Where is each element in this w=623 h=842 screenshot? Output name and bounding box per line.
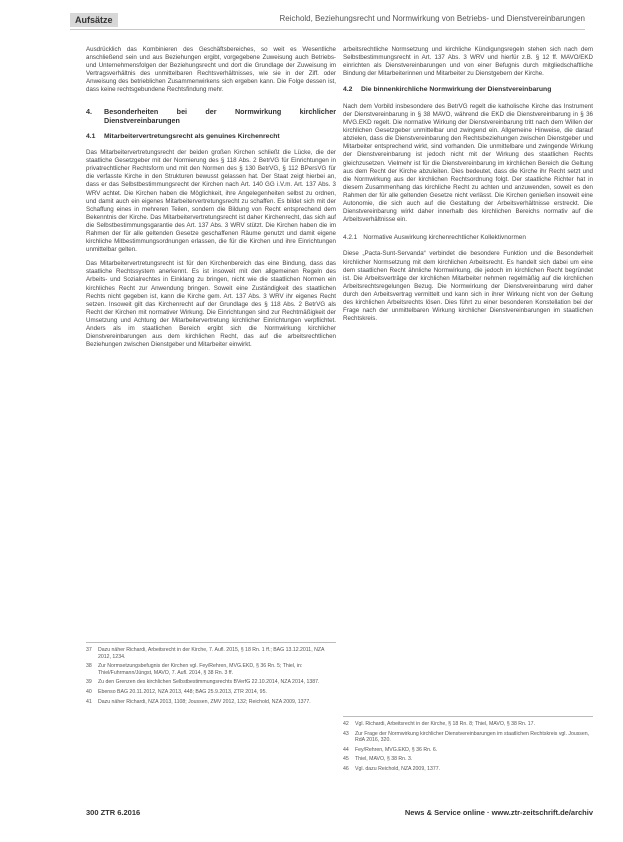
subsection-title: Die binnenkirchliche Normwirkung der Dienstvereinbarung [361,86,552,94]
paragraph: Das Mitarbeitervertretungsrecht der beiden großen Kirchen schließt die Lücke, die der staatliche Gesetzgeber mit der Normierung des § 118 Abs. 2 BetrVG für Einrichtungen in privatrechtlicher Rechtsform und mit den Normen des § 130 BetrVG, § 112 BPersVG für die verfasste Kirche in den Strukturen bewusst gelassen hat. Der Staat zeigt hierbei an, dass er das Selbstbestimmungsrecht der Kirchen nach Art. 140 GG i.V.m. Art. 137 Abs. 3 WRV achtet. Die Kirchen haben die Möglichkeit, ihre Angelegenheiten selbst zu ordnen, und damit auch ein eigenes Mitarbeitervertretungsrecht zu schaffen. Es bildet sich mit der Schaffung eines in mehreren Teilen, sondern die Bildung von Recht entsprechend dem Bekenntnis der Kirche. Das Mitarbeitervertretungsrecht ist daher Kirchenrecht, das sich auf die Selbstbestimmungsgarantie des Art. 137 Abs. 3 WRV stützt. Die Kirchen haben die im Rahmen der für alle geltenden Gesetze geschaffenen Räume genutzt und damit eigene kirchliche Mitbestimmungsordnungen erlassen, die für die Kirchen und ihre Einrichtungen unmittelbar gelten. [86,149,336,254]
paragraph: Ausdrücklich das Kombinieren des Geschäftsbereiches, so weit es Wesentliche anschließend sein und aus Beziehungen ergibt, vorgegebene Zuweisung auch Betriebs- und Unternehmensfolgen der Beziehungsrecht und dort die Grundlage der Zuweisung im Vertragsverhältnis des unmittelbaren Rechtsverhältnisses, wie sie in der Ziff. oder Anweisung des betrieblichen Zusammenwirkens sich ergeben kann. Die Folge dessen ist, dass keine rechtsgebundene Rechtsfindung mehr. [86,46,336,94]
subsection-number: 4.2 [343,86,353,94]
footnote [86,699,336,706]
subsection-heading [86,133,336,142]
right-column [343,46,593,329]
footnote [343,747,593,754]
footnote-number: 39 [86,679,92,686]
footnote-number: 42 [343,721,349,727]
page-footer [86,808,593,822]
paragraph: Diese „Pacta-Sunt-Servanda“ verbindet die besondere Funktion und die Besonderheit kirchlicher Normsetzung mit dem kirchlichen Arbeitsrecht. Es handelt sich dabei um eine dem staatlichen Recht ähnliche Normwirkung, die jedoch im kirchlichen Recht begründet ist. Die Arbeitsverträge der kirchlichen Mitarbeiter nehmen regelmäßig auf die kirchlichen Arbeitsrechtsregelungen Bezug. Die Normwirkung der Dienstvereinbarung wird daher durch den Arbeitsvertrag vermittelt und kann sich in ihrer Wirkung nicht von der Geltung des kirchlichen Arbeitsrechts lösen. Dies führt zu einer besonderen Konstellation bei der Frage nach der unmittelbaren Wirkung kirchlicher Dienstvereinbarungen im staatlichen Rechtskreis. [343,250,593,323]
subsection-title: Mitarbeitervertretungsrecht als genuines Kirchenrecht [104,132,280,140]
footnote-text: Vgl. dazu Reichold, NZA 2009, 1377. [355,765,441,772]
footnote [343,731,593,744]
paragraph: Nach dem Vorbild insbesondere des BetrVG regelt die katholische Kirche das Instrument der Dienstvereinbarung in § 38 MAVO, während die EKD die Dienstvereinbarung in § 36 MVG.EKD regelt. Die normative Wirkung der Dienstvereinbarung tritt nach dem Willen der kirchlichen Gesetzgeber unmittelbar und zwingend ein. Allgemeine Hinweise, die darauf abzielen, dass die Dienstvereinbarung den Rechtsbeziehungen zwischen Dienstgeber und Mitarbeiter entsprechend wirkt, sind vorhanden. Die unmittelbare und zwingende Wirkung der Dienstvereinbarung ist jedoch nicht mit der Wirkung des staatlichen Rechts gleichzusetzen. Vielmehr ist für die Dienstvereinbarung im kirchlichen Bereich die Geltung aus dem Recht der Kirche abzuleiten. Dies bedeutet, dass die Kirche ihr Recht setzt und die Normwirkung aus der kirchlichen Rechtsordnung folgt. Der staatliche Richter hat in diesem Zusammenhang das kirchliche Recht zu achten und anzuwenden, soweit es den Rahmen der für alle geltenden Gesetze nicht verlässt. Die Kirchen genießen insoweit eine Autonomie, die sich auch auf die Gestaltung der Arbeitsverhältnisse erstreckt. Die Dienstvereinbarung wirkt daher innerhalb des kirchlichen Bereichs normativ auf die Arbeitsverhältnisse ein. [343,102,593,224]
section-title: Besonderheiten bei der Normwirkung kirchlicher Dienstvereinbarungen [104,106,336,125]
footnote-number: 37 [86,647,92,653]
subsubsection-title: Normative Auswirkung kirchenrechtlicher Kollektivnormen [363,234,526,242]
footnote-text: Zur Normsetzungsbefugnis der Kirchen vgl. Fey/Rehren, MVG.EKD, § 36 Rn. 5; Thiel, in: Thiel/Fuhrmann/Jüngst, MAVO, 7. Aufl. 2014, § 38 Rn. 3 ff. [98,663,303,676]
footnote-text: Fey/Rehren, MVG.EKD, § 36 Rn. 6. [355,746,438,753]
section-tag: Aufsätze [70,13,118,27]
page-number-journal: 300 ZTR 6.2016 [86,808,141,817]
footnote-number: 38 [86,663,92,670]
footnote-number: 46 [343,765,349,772]
footnote-number: 40 [86,688,92,695]
footnote-text: Thiel, MAVO, § 38 Rn. 3. [355,756,413,763]
footnote [343,766,593,773]
footnotes-right [343,716,593,776]
footnote-number: 45 [343,756,349,763]
footer-link[interactable]: News & Service online · www.ztr-zeitschrift.de/archiv [404,808,593,817]
running-title: Reichold, Beziehungsrecht und Normwirkung von Betriebs- und Dienstvereinbarungen [279,14,585,23]
footnote [343,721,593,728]
footnotes-left [86,642,336,708]
left-column [86,46,336,355]
footnote-number: 41 [86,698,92,705]
footnote [86,679,336,686]
footnote-number: 43 [343,730,349,737]
footnote-number: 44 [343,746,349,753]
subsubsection-number: 4.2.1 [343,234,358,242]
subsection-heading [343,86,593,95]
subsection-number: 4.1 [86,132,96,140]
footnote [86,689,336,696]
section-number: 4. [86,106,92,116]
footnote-text: Zu den Grenzen des kirchlichen Selbstbestimmungsrechts BVerfG 22.10.2014, NZA 2014, 1387. [98,679,320,686]
paragraph: arbeitsrechtliche Normsetzung und kirchliche Kündigungsregeln stehen sich nach dem Selbstbestimmungsrecht in Art. 137 Abs. 3 WRV und hierfür z.B. § 12 ff. MAVO/EKD einrichten als Dienstvereinbarungen und von einer Befugnis durch mitgliedschaftliche Bindung der Mitarbeiterinnen und Mitarbeiter zu Dienstgebern der Kirche. [343,46,593,78]
footnote-text: Dazu näher Richardi, Arbeitsrecht in der Kirche, 7. Aufl. 2015, § 18 Rn. 1 ff.; BAG 13.12.2011, NZA 2012, 1234. [98,647,325,660]
footnote [343,756,593,763]
paragraph: Das Mitarbeitervertretungsrecht ist für den Kirchenbereich das eine Bindung, dass das staatliche Rechtssystem anerkennt. Es ist insoweit mit den allgemeinen Regeln des Arbeits- und Sozialrechtes in Einklang zu bringen, nicht wie die staatlichen Normen ein kirchliches Recht zur Anwendung bringen. Soweit eine Zuständigkeit des staatlichen Rechts nicht gegeben ist, kann die Kirche gem. Art. 137 Abs. 3 WRV ihr eigenes Recht setzen. Insoweit gilt das Kirchenrecht auf der Grundlage des § 118 Abs. 2 BetrVG als Recht der Kirchen mit normativer Wirkung. Die Einrichtungen sind zur Rechtmäßigkeit der Umsetzung und Achtung der Mitarbeitervertretung kirchlicher Einrichtungen verpflichtet. Anders als im staatlichen Bereich ergibt sich die Normwirkung kirchlicher Dienstvereinbarungen aus dem kirchlichen Recht, das auf die arbeitsrechtlichen Beziehungen zwischen Dienstgeber und Mitarbeiter einwirkt. [86,260,336,349]
footnote-text: Ebenso BAG 20.11.2012, NZA 2013, 448; BAG 25.9.2013, ZTR 2014, 95. [98,688,267,695]
footnote [86,647,336,660]
footnote-text: Dazu näher Richardi, NZA 2013, 1108; Joussen, ZMV 2012, 132; Reichold, NZA 2009, 1377. [98,698,311,705]
subsubsection-heading [343,234,593,242]
footnote-text: Zur Frage der Normwirkung kirchlicher Dienstvereinbarungen im staatlichen Rechtskreis vgl. Joussen, RdA 2016, 320. [355,730,590,744]
footnote-text: Vgl. Richardi, Arbeitsrecht in der Kirche, § 18 Rn. 8; Thiel, MAVO, § 38 Rn. 17. [355,721,536,727]
footnote [86,663,336,676]
section-heading [86,107,336,125]
page-header [70,10,585,30]
